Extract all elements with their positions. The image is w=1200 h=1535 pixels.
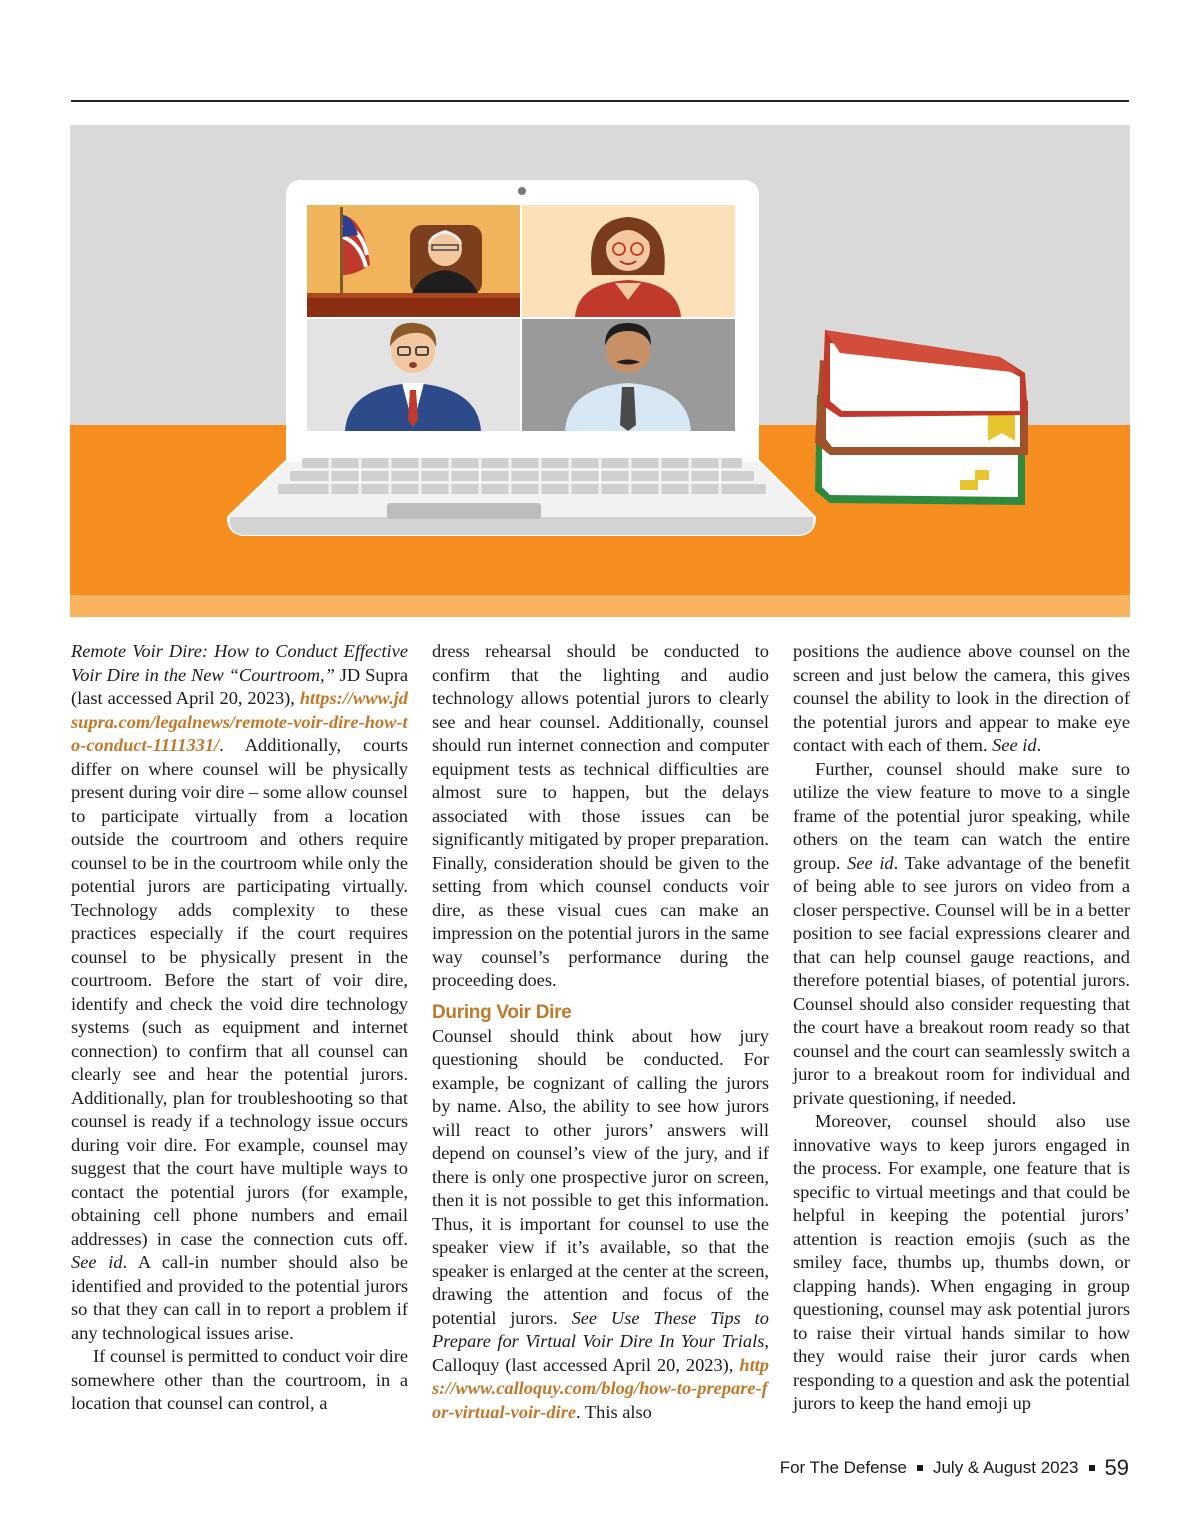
paragraph: Counsel should think about how jury questioning should be conducted. For example, be cognizant of calling the jurors by name. Also, the ability to see how jurors will react to other jurors’ answers will depend on counsel’s view of the jury, and if there is only one prospective juror on screen, then it is not possible to get this information. Thus, it is important for counsel to use the speaker view if it’s available, so that the speaker is enlarged at the center at the screen, drawing the attention and focus of the potential jurors. See Use These Tips to Prepare for Virtual Voir Dire In Your Trials, Calloquy (last accessed April 20, 2023), https://www.calloquy.com/blog/how-to-prepare-for-virtual-voir-dire. This also xyxy=(432,1025,769,1422)
issue-date: July & August 2023 xyxy=(932,1458,1079,1477)
male-juror-video-tile xyxy=(522,319,735,431)
page-footer xyxy=(780,1455,1129,1481)
see-id: See id xyxy=(992,735,1037,755)
virtual-courtroom-illustration xyxy=(70,125,1130,617)
text-column-1 xyxy=(71,640,408,1416)
paragraph: Further, counsel should make sure to utilize the view feature to move to a single frame of the potential juror speaking, while others on the team can watch the entire group. See id. Take advantage of the benefit of being able to see jurors on video from a closer perspective. Counsel will be in a better position to see facial expressions clearer and that can help counsel gauge reactions, and therefore potential biases, of potential jurors. Counsel should also consider requesting that the court have a breakout room ready so that counsel and the court can seamlessly switch a juror to a breakout room for individual and private questioning, if needed. xyxy=(793,758,1130,1108)
citation-title: Remote Voir Dire: How to Conduct Effective Voir Dire in the New “Courtroom,” xyxy=(71,641,408,685)
separator-square-icon xyxy=(1089,1465,1095,1471)
paragraph: positions the audience above counsel on the screen and just below the camera, this gives counsel the ability to look in the direction of the potential jurors and appear to make eye contact with each of them. See id. xyxy=(793,641,1130,755)
citation-title: See Use These Tips to Prepare for Virtual Voir Dire In Your Trials xyxy=(432,1307,769,1351)
see-id: See id xyxy=(71,1252,123,1272)
paragraph: If counsel is permitted to conduct voir dire somewhere other than the courtroom, in a location that counsel can control, a xyxy=(71,1346,408,1413)
publication-name: For The Defense xyxy=(779,1458,907,1477)
see-id: See id xyxy=(847,852,894,873)
header-rule xyxy=(71,100,1129,102)
paragraph: dress rehearsal should be conducted to confirm that the lighting and audio technology allows potential jurors to clearly see and hear counsel. Additionally, counsel should run internet connection and computer equipment tests as technical difficulties are almost sure to happen, but the delays associated with those issues can be significantly mitigated by proper preparation. Finally, consideration should be given to the setting from which counsel conducts voir dire, as these visual cues can make an impression on the potential jurors in the same way counsel’s performance during the proceeding does. xyxy=(432,641,769,990)
paragraph: Remote Voir Dire: How to Conduct Effective Voir Dire in the New “Courtroom,” JD Supra (last accessed April 20, 2023), https://www.jdsupra.com/legalnews/remote-voir-dire-how-to-conduct-1111331/. Additionally, courts differ on where counsel will be physically present during voir dire – some allow counsel to participate virtually from a location outside the courtroom and others require counsel to be in the courtroom while only the potential jurors are participating virtually. Technology adds complexity to these practices especially if the court requires counsel to be physically present in the courtroom. Before the start of voir dire, identify and check the void dire technology systems (such as equipment and internet connection) to confirm that all counsel can clearly see and hear the potential jurors. Additionally, plan for troubleshooting so that counsel is ready if a technology issue occurs during voir dire. For example, counsel may suggest that the court have multiple ways to contact the potential jurors (for example, obtaining cell phone numbers and email addresses) in case the connection cuts off. See id. A call-in number should also be identified and provided to the potential jurors so that they can call in to report a problem if any technological issues arise. xyxy=(71,641,408,1343)
text-column-3 xyxy=(793,640,1130,1416)
citation-link[interactable]: https://www.jdsupra.com/legalnews/remote-voir-dire-how-to-conduct-1111331/ xyxy=(71,688,408,755)
paragraph: Moreover, counsel should also use innovative ways to keep jurors engaged in the process. For example, one feature that is specific to virtual meetings and that could be helpful in keeping the potential jurors’ attention is reaction emojis (such as the smiley face, thumbs up, thumbs down, or clapping hands). When engaging in group questioning, counsel may ask potential jurors to raise their virtual hands similar to how they would raise their juror cards when responding to a question and ask the potential jurors to keep the hand emoji up xyxy=(793,1111,1130,1413)
male-counsel-video-tile xyxy=(307,319,520,431)
judge-video-tile xyxy=(307,205,520,317)
citation-link[interactable]: https://www.calloquy.com/blog/how-to-prepare-for-virtual-voir-dire xyxy=(432,1354,769,1422)
section-heading: During Voir Dire xyxy=(432,1001,572,1023)
separator-square-icon xyxy=(917,1465,923,1471)
text-column-2 xyxy=(432,640,769,1424)
female-juror-video-tile xyxy=(522,205,735,317)
page-number: 59 xyxy=(1104,1455,1129,1480)
